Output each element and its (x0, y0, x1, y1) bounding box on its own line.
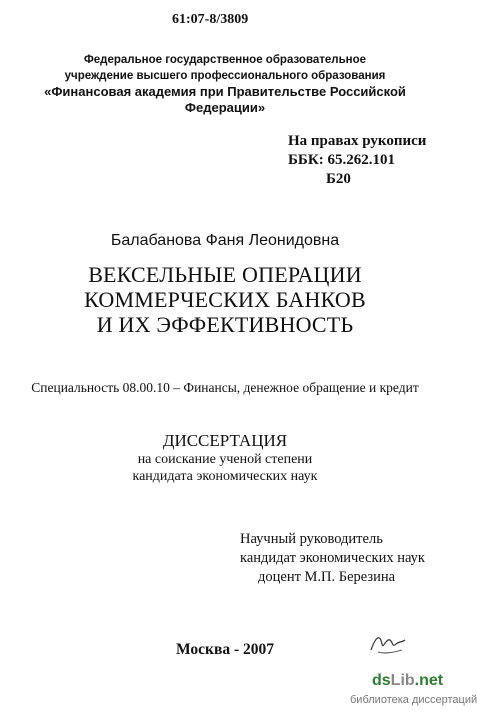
document-code: 61:07-8/3809 (172, 12, 249, 27)
advisor-block (240, 530, 425, 587)
rights-label: На правах рукописи (288, 133, 427, 149)
dissertation-type-block (0, 430, 450, 485)
institution-block (0, 52, 450, 116)
advisor-name: доцент М.П. Березина (258, 569, 396, 585)
degree-line: кандидата экономических наук (132, 469, 318, 484)
specialty-line: Специальность 08.00.10 – Финансы, денежное обращение и кредит (31, 380, 419, 395)
title-line: ВЕКСЕЛЬНЫЕ ОПЕРАЦИИ (88, 262, 362, 287)
degree-line: на соискание ученой степени (137, 452, 313, 467)
title-line: КОММЕРЧЕСКИХ БАНКОВ (84, 287, 366, 312)
signature-mark (368, 628, 408, 658)
watermark (350, 672, 477, 714)
institution-line: учреждение высшего профессионального образования (64, 70, 386, 82)
institution-line: Федеральное государственное образовательное (83, 54, 367, 66)
watermark-subtitle: библиотека диссертаций (350, 694, 477, 706)
institution-name: «Финансовая академия при Правительстве Российской (44, 84, 406, 99)
bbk-code: ББК: 65.262.101 (288, 152, 395, 168)
city-year: Москва - 2007 (175, 641, 275, 658)
title-line: И ИХ ЭФФЕКТИВНОСТЬ (96, 312, 354, 337)
advisor-label: Научный руководитель (240, 531, 383, 547)
advisor-degree: кандидат экономических наук (240, 550, 425, 566)
rights-block (288, 132, 426, 189)
dissertation-title (0, 262, 450, 337)
watermark-logo: dsLib.net (372, 672, 444, 689)
institution-name: Федерации» (184, 100, 266, 115)
dissertation-heading: ДИССЕРТАЦИЯ (162, 431, 288, 450)
author-name: Балабанова Фаня Леонидовна (110, 232, 340, 249)
author-sign: Б20 (326, 171, 351, 187)
